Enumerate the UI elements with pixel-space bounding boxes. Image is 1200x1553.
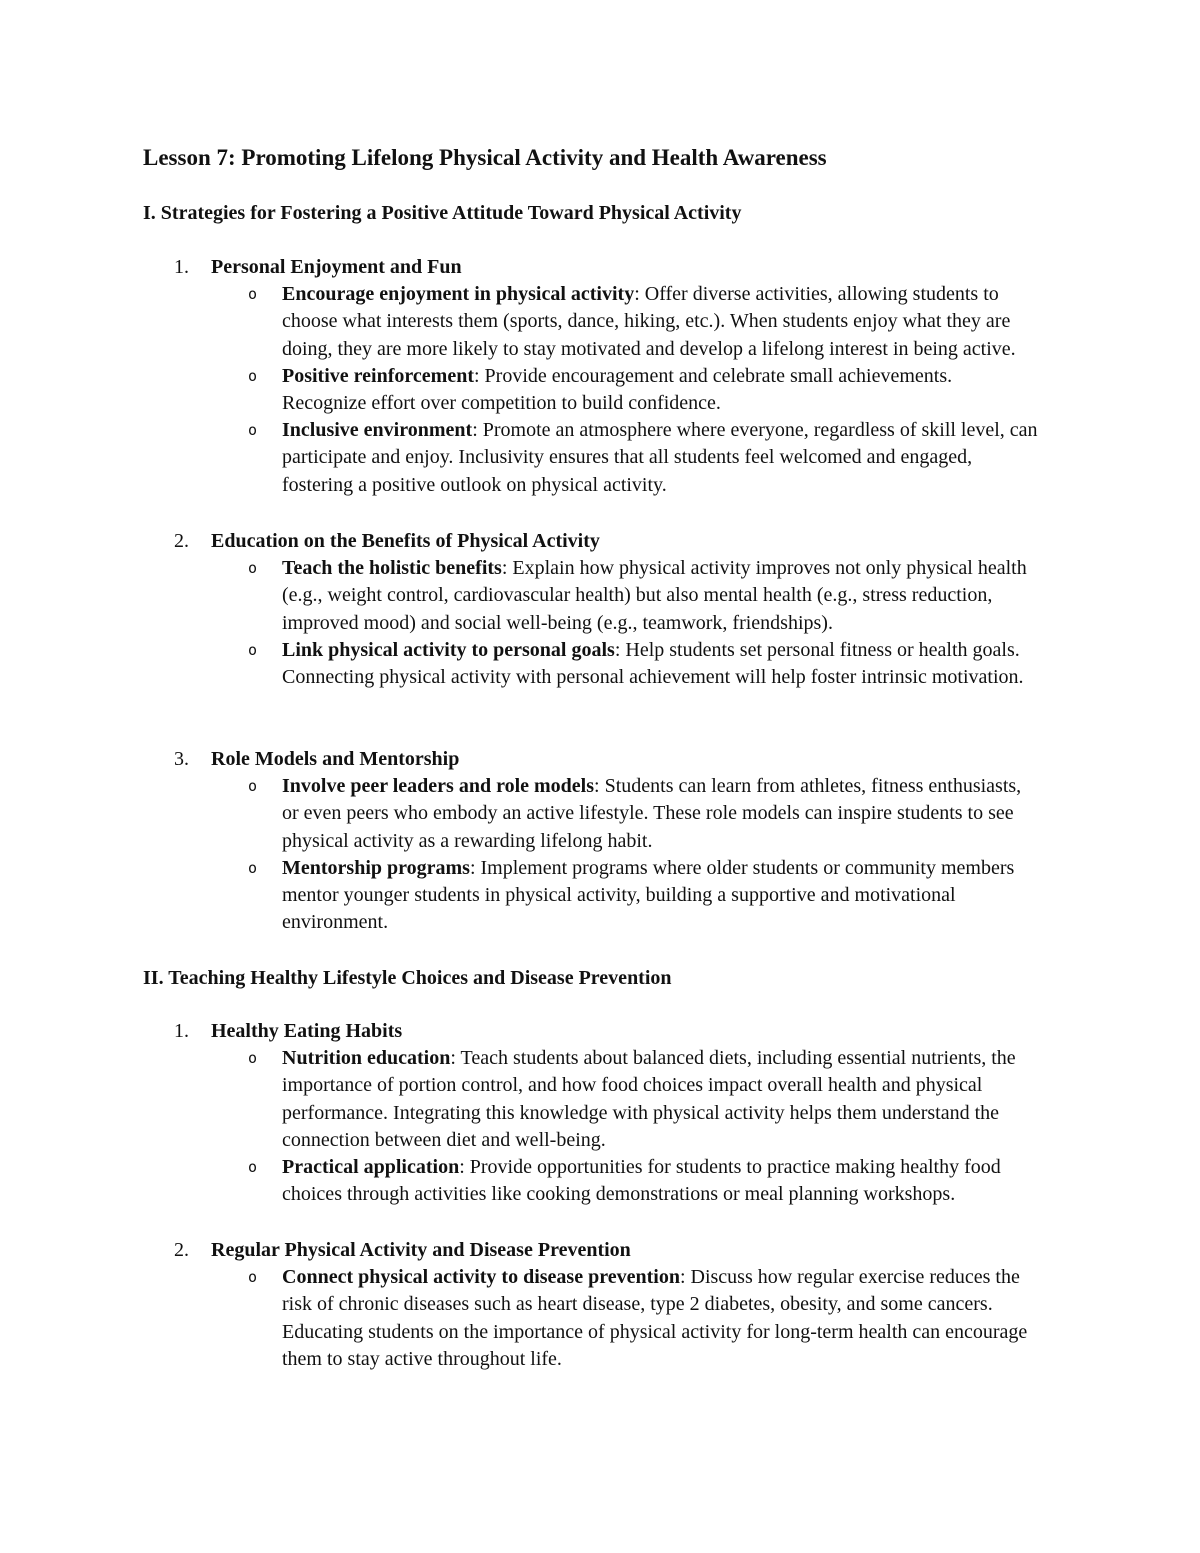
bullet-circle-icon: o <box>248 858 258 877</box>
bullet-circle-icon: o <box>248 421 258 440</box>
bullet-term: Positive reinforcement <box>282 364 474 387</box>
item-title: Role Models and Mentorship <box>211 748 460 770</box>
bullet-text: : Explain how physical activity improves not only physical health (e.g., weight control, cardiovascular health) but also mental health (e.g., stress reduction, improved mood) and social well-being (e.g., teamwork, friendships). <box>282 557 1027 634</box>
bullet-item <box>248 637 1038 691</box>
bullet-circle-icon: o <box>248 559 258 578</box>
bullet-item <box>248 1154 1038 1208</box>
lesson-title: Lesson 7: Promoting Lifelong Physical Activity and Health Awareness <box>143 145 827 170</box>
bullet-text: : Promote an atmosphere where everyone, regardless of skill level, can participate and enjoy. Inclusivity ensures that all students feel welcomed and engaged, fostering a positive outlook on physical activity. <box>282 419 1038 496</box>
bullet-term: Inclusive environment <box>282 419 473 442</box>
bullet-text: : Provide encouragement and celebrate small achievements. Recognize effort over competition to build confidence. <box>282 364 953 414</box>
bullet-list <box>248 555 1038 691</box>
bullet-circle-icon: o <box>248 777 258 796</box>
bullet-text: : Offer diverse activities, allowing students to choose what interests them (sports, dance, hiking, etc.). When students enjoy what they are doing, they are more likely to stay motivated and develop a lifelong interest in being active. <box>282 283 1016 360</box>
item-number: 3. <box>174 748 189 770</box>
bullet-circle-icon: o <box>248 366 258 385</box>
bullet-term: Practical application <box>282 1156 460 1178</box>
bullet-term: Encourage enjoyment in physical activity <box>282 283 635 306</box>
bullet-text: : Students can learn from athletes, fitness enthusiasts, or even peers who embody an active lifestyle. These role models can inspire students to see physical activity as a rewarding lifelong habit. <box>282 775 1022 852</box>
bullet-text: : Provide opportunities for students to practice making healthy food choices through activities like cooking demonstrations or meal planning workshops. <box>282 1156 1001 1206</box>
item-title: Personal Enjoyment and Fun <box>211 256 462 278</box>
bullet-term: Connect physical activity to disease prevention <box>282 1266 680 1289</box>
bullet-list <box>248 773 1038 936</box>
bullet-item <box>248 417 1038 499</box>
bullet-circle-icon: o <box>248 285 258 304</box>
item-number: 2. <box>174 1239 189 1261</box>
bullet-item <box>248 773 1038 855</box>
section-heading-2: II. Teaching Healthy Lifestyle Choices and Disease Prevention <box>143 967 672 989</box>
bullet-term: Mentorship programs <box>282 856 470 879</box>
item-title: Education on the Benefits of Physical Activity <box>211 530 600 552</box>
bullet-term: Nutrition education <box>282 1047 451 1070</box>
bullet-item <box>248 555 1038 637</box>
item-number: 2. <box>174 530 189 552</box>
bullet-item <box>248 363 1038 417</box>
bullet-text: : Help students set personal fitness or health goals. Connecting physical activity with personal achievement will help foster intrinsic motivation. <box>282 638 1024 688</box>
bullet-circle-icon: o <box>248 1158 258 1176</box>
item-title: Regular Physical Activity and Disease Prevention <box>211 1239 631 1261</box>
item-number: 1. <box>174 1020 189 1042</box>
bullet-text: : Implement programs where older students or community members mentor younger students in physical activity, building a supportive and motivational environment. <box>282 856 1015 934</box>
bullet-list <box>248 1264 1038 1373</box>
bullet-text: : Teach students about balanced diets, including essential nutrients, the importance of portion control, and how food choices impact overall health and physical performance. Integrating this knowledge with physical activity helps them understand the connection between diet and well-being. <box>282 1047 1016 1151</box>
bullet-circle-icon: o <box>248 1268 258 1287</box>
bullet-term: Involve peer leaders and role models <box>282 775 595 798</box>
item-number: 1. <box>174 256 189 278</box>
bullet-circle-icon: o <box>248 1049 258 1068</box>
item-title: Healthy Eating Habits <box>211 1020 403 1042</box>
bullet-list <box>248 281 1038 499</box>
section-heading-1: I. Strategies for Fostering a Positive Attitude Toward Physical Activity <box>143 202 742 224</box>
bullet-term: Teach the holistic benefits <box>282 557 502 580</box>
bullet-term: Link physical activity to personal goals <box>282 638 615 661</box>
bullet-circle-icon: o <box>248 640 258 659</box>
bullet-item <box>248 281 1038 363</box>
bullet-item <box>248 855 1038 937</box>
bullet-list <box>248 1045 1038 1208</box>
bullet-item <box>248 1045 1038 1154</box>
bullet-text: : Discuss how regular exercise reduces the risk of chronic diseases such as heart disease, type 2 diabetes, obesity, and some cancers. Educating students on the importance of physical activity for long-term health can encourage them to stay active throughout life. <box>282 1266 1028 1370</box>
bullet-item <box>248 1264 1038 1373</box>
